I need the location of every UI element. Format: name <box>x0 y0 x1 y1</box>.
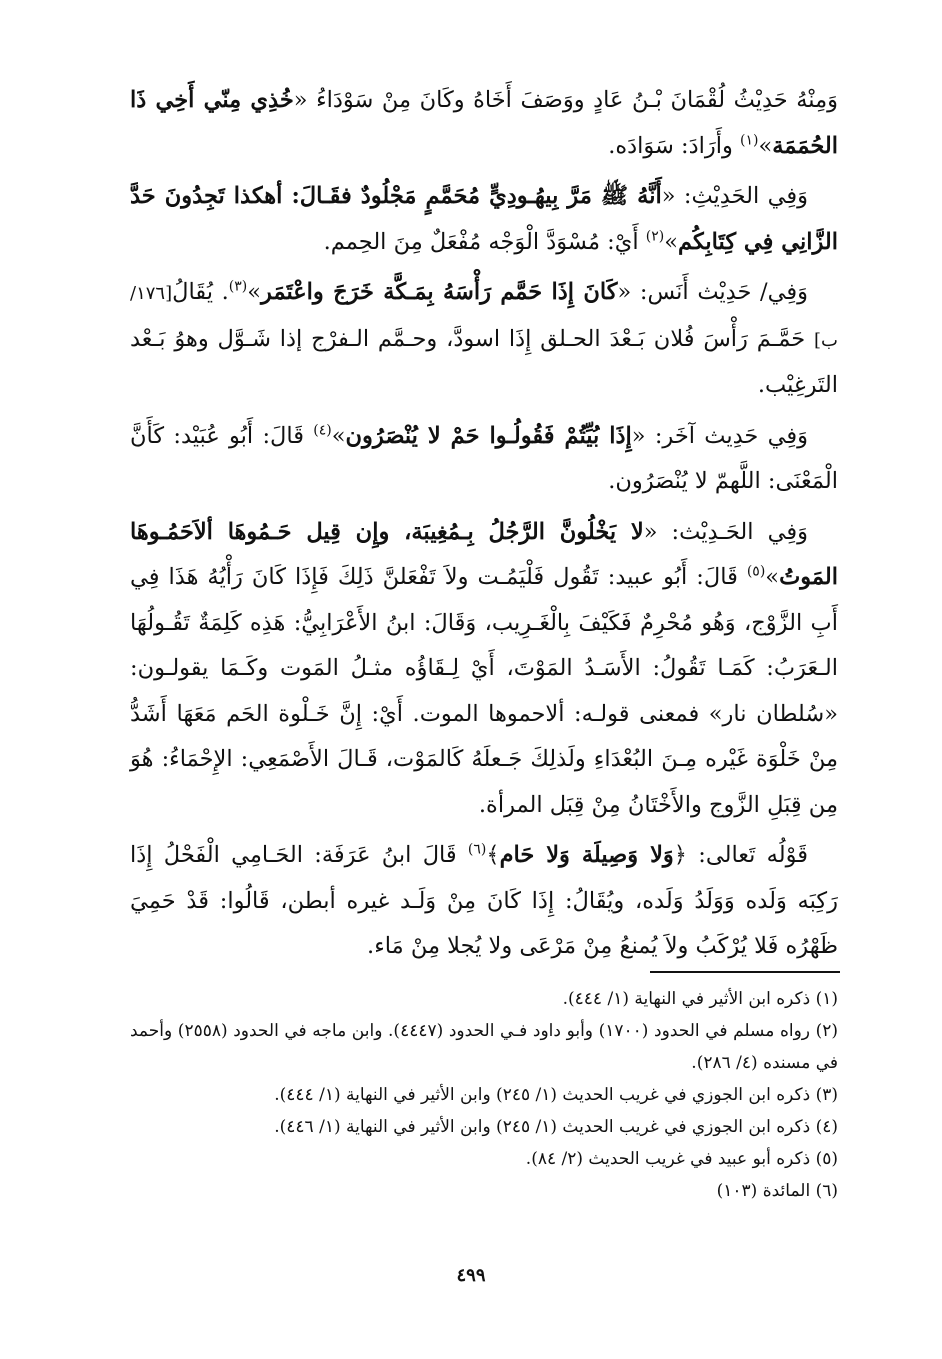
footnote-ref-1: (١) <box>740 132 759 148</box>
main-text <box>130 78 838 975</box>
footnote-4: (٤) ذكره ابن الجوزي في غريب الحديث (١/ ٢٤٥) وابن الأثير في النهاية (١/ ٤٤٦). <box>274 1117 838 1137</box>
paragraph-3: وَفِي/ حَدِيْث أَنَس: «كَانَ إِذَا حَمَّم رَأْسَهُ بِمَـكَّة خَرَجَ واعْتَمَر»$^{(٣)}$. يُقَالُ[١٧٦/ب] حَمَّـمَ رَأْسَ فُلان بَـعْدَ الحـلق إِذَا اسودَّ، وحـمَّم الـفرْج إذا شَـوَّل وهوُ بَـعْد التَرغِيْب. <box>130 278 838 398</box>
footnote-1: (١) ذكره ابن الأثير في النهاية (١/ ٤٤٤). <box>562 989 838 1009</box>
quoted-hadith: إِذَا بُيِّتُمْ فَقُولُـوا حَمْ لا يُنْصَرُون <box>345 422 632 449</box>
footnote-ref-6: (٦) <box>467 841 487 858</box>
footnote-2: (٢) رواه مسلم في الحدود (١٧٠٠) وأبو داود فـي الحدود (٤٤٤٧). وابن ماجه في الحدود (٢٥٥٨) وأحمد في مسنده (٤/ ٢٨٦). <box>130 1021 839 1073</box>
page-number: ٤٩٩ <box>456 1265 486 1286</box>
footnote-ref-3: (٣) <box>228 278 248 295</box>
manuscript-folio-marker: [١٧٦/ب] <box>130 283 838 351</box>
footnote-ref-2: (٢) <box>645 228 665 244</box>
footnote-5: (٥) ذكره أبو عبيد في غريب الحديث (٢/ ٨٤). <box>525 1149 838 1169</box>
quoted-verse: وَلا وَصِيلَة وَلا حَام <box>499 842 674 868</box>
quoted-hadith: خُذِي مِنّي أَخِي ذَا الحُمَمَة <box>130 87 838 159</box>
quoted-hadith: كَانَ إِذَا حَمَّم رَأْسَهُ بِمَـكَّة خَرَجَ واعْتَمَر <box>261 279 618 305</box>
footnote-ref-5: (٥) <box>746 563 766 580</box>
paragraph-5: وَفِي الحَـدِيْث: «لا يَخْلُونَّ الرَّجُلُ بِـمُغِيبَة، وإِن قِيل حَـمُوهَا ألاَحَمُـوهَا المَوتُ»$^{(٥)}$ قَالَ: أَبُو عبيد: تَقُول فَلْيَمُـت ولاَ تَفْعَلنَّ ذَلِكَ فَإِذَا كَانَ رَأْيُهُ هَذَا فِي أَبِ الزَّوْج، وَهُو مُحْرِمٌ فَكَيْفَ بِالْغَـرِيب، وَقَالَ: ابنُ الأَعْرَابِيُّ: هَذِه كَلِمَةٌ تَقُـولُهَا الـعَرَبُ: كَمَـا تَقُولُ: الأَسَـدُ المَوْتَ، أَيْ لِـقَاؤُه مثـلُ المَوت وكَـمَا يقولـون: «سُلطان نار» فمعنى قولـه: ألاحموها الموت. أَيْ: إِنَّ خَـلْوة الحَم مَعَهَا أَشَدُّ مِنْ خَلْوَة غَيْره مِـنَ البُعْدَاءِ ولَذلِكَ جَـعلَهُ كَالمَوْت، قَـالَ الأَصْمَعِي: الإِحْمَاءُ: هُوَ مِن قِبَلِ الزَّوج والأَخْتَانُ مِنْ قِبَل المرأة. <box>130 518 838 818</box>
footnote-ref-4: (٤) <box>313 422 332 438</box>
footnotes <box>130 983 838 1207</box>
footnote-3: (٣) ذكره ابن الجوزي في غريب الحديث (١/ ٢٤٥) وابن الأثير في النهاية (١/ ٤٤٤). <box>274 1085 838 1105</box>
paragraph-4: وَفِي حَدِيث آخَر: «إِذَا بُيِّتُمْ فَقُولُـوا حَمْ لا يُنْصَرُون»$^{(٤)}$ قَالَ: أَبُو عُبَيْد: كَأَنَّ الْمَعْنَى: اللَّهمّ لا يُنْصَرُون. <box>130 422 838 494</box>
quoted-hadith: أَنَّهُ ﷺ مَرَّ بِيهُـودِيٍّ مُحَمَّمٍ مَجْلُودٌ فقَـالَ: أهكذا تَجِدُونَ حَدَّ الزَّانِي فِي كِتَابِكُم <box>130 183 838 255</box>
footnote-divider <box>650 971 840 973</box>
paragraph-2: وَفِي الحَدِيْثِ: «أَنَّهُ ﷺ مَرَّ بِيهُـودِيٍّ مُحَمَّمٍ مَجْلُودٌ فقَـالَ: أهكذا تَجِدُونَ حَدَّ الزَّانِي فِي كِتَابِكُم»$^{(٢)}$ أَيْ: مُسْوَدَّ الْوَجْه مُفْعَلٌ مِنَ الحِمم. <box>130 183 838 255</box>
paragraph-1: وَمِنْهُ حَدِيْثُ لُقْمَانَ بْـنُ عَادٍ ووَصَفَ أَخَاهُ وكَانَ مِنْ سَوْدَاءُ «خُذِي مِنّي أَخِي ذَا الحُمَمَة»$^{(١)}$ وأَرَادَ: سَوَادَه. <box>130 87 839 159</box>
footnote-6: (٦) المائدة (١٠٣) <box>716 1181 838 1201</box>
quoted-hadith: لا يَخْلُونَّ الرَّجُلُ بِـمُغِيبَة، وإِن قِيل حَـمُوهَا ألاَحَمُـوهَا المَوتُ <box>130 518 838 590</box>
paragraph-6: قَوْلُه تَعالى: ﴿وَلا وَصِيلَة وَلا حَام﴾$^{(٦)}$ قَالَ ابنُ عَرَفَة: الحَـامِي الْفَحْلُ إِذَا رَكِبَه وَلَده وَوَلَدُ وَلَده، ويُقَالُ: إِذَا كَانَ مِنْ وَلَـد غيره أبطن، قَالُوا: قَدْ حَمِيَ ظَهْرُه فَلا يُرْكَبُ ولاَ يُمنعُ مِنْ مَرْعَى ولا يُجلا مِنْ مَاء. <box>130 841 838 959</box>
